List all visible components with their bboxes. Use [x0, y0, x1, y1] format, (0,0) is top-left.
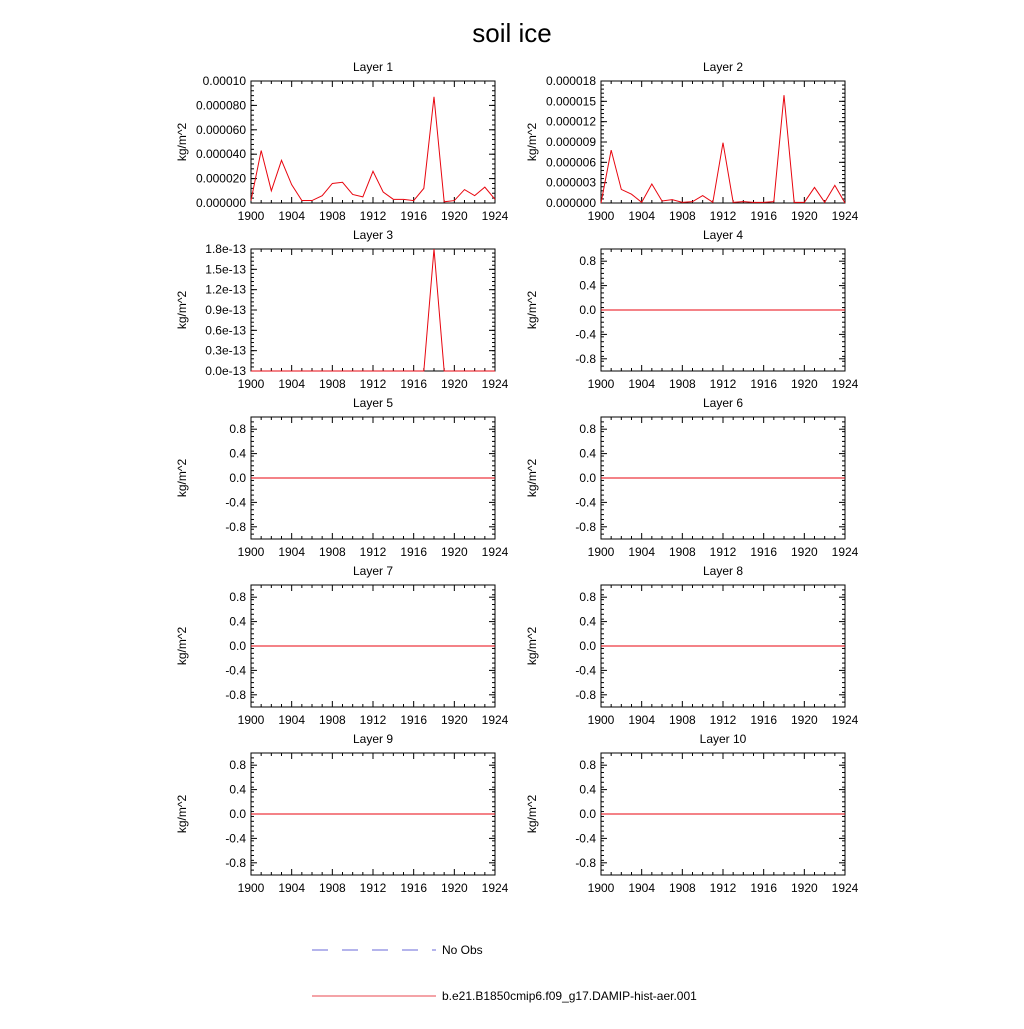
y-tick-label: 0.000006: [545, 155, 596, 170]
x-tick-label: 1908: [318, 209, 346, 223]
x-tick-label: 1904: [278, 377, 306, 391]
y-tick-label: 0.00010: [202, 74, 246, 88]
y-tick-label: 1.5e-13: [205, 262, 246, 277]
y-tick-label: -0.8: [575, 519, 596, 534]
x-tick-label: 1900: [587, 713, 615, 727]
y-tick-label: -0.4: [575, 663, 596, 678]
y-axis-label: kg/m^2: [175, 290, 189, 330]
y-tick-label: 0.000003: [545, 175, 596, 190]
x-tick-label: 1900: [237, 713, 265, 727]
x-tick-label: 1920: [790, 377, 818, 391]
x-tick-label: 1912: [359, 881, 387, 895]
legend: [312, 943, 697, 1003]
x-tick-label: 1924: [481, 545, 509, 559]
x-tick-label: 1900: [587, 377, 615, 391]
x-tick-label: 1916: [400, 545, 428, 559]
y-tick-label: -0.8: [575, 855, 596, 870]
y-tick-label: -0.4: [575, 327, 596, 342]
y-tick-label: 0.4: [229, 782, 246, 797]
panel-title: Layer 4: [702, 228, 744, 242]
x-tick-label: 1912: [359, 209, 387, 223]
x-tick-label: 1908: [668, 545, 696, 559]
y-tick-label: 0.3e-13: [205, 343, 246, 358]
panel-9: [175, 732, 509, 895]
x-tick-label: 1924: [481, 377, 509, 391]
y-tick-label: 1.8e-13: [205, 242, 246, 256]
y-tick-label: 0.0: [229, 471, 246, 485]
panel-title: Layer 8: [702, 564, 744, 578]
x-tick-label: 1900: [237, 209, 265, 223]
figure-title: soil ice: [472, 18, 552, 48]
x-tick-label: 1924: [481, 209, 509, 223]
y-tick-label: 0.8: [229, 758, 246, 773]
x-tick-label: 1924: [831, 545, 859, 559]
y-tick-label: 0.000020: [195, 171, 246, 186]
panel-title: Layer 7: [352, 564, 394, 578]
y-tick-label: 0.000009: [545, 135, 596, 149]
panel-title: Layer 5: [352, 396, 394, 410]
y-tick-label: 0.4: [579, 446, 596, 461]
y-tick-label: 0.4: [229, 614, 246, 629]
y-tick-label: -0.8: [225, 687, 246, 702]
series-line: [601, 95, 845, 203]
x-tick-label: 1904: [628, 209, 656, 223]
series-line: [251, 249, 495, 371]
y-tick-label: 0.8: [229, 590, 246, 605]
x-tick-label: 1912: [359, 713, 387, 727]
y-axis-label: kg/m^2: [175, 122, 189, 162]
panel-title: Layer 1: [352, 60, 394, 74]
x-tick-label: 1916: [400, 881, 428, 895]
x-tick-label: 1920: [790, 881, 818, 895]
x-tick-label: 1912: [359, 545, 387, 559]
legend-label-no-obs: No Obs: [442, 943, 483, 957]
panel-title: Layer 10: [699, 732, 747, 746]
panel-4: [525, 228, 859, 391]
x-tick-label: 1912: [359, 377, 387, 391]
y-tick-label: 0.4: [229, 446, 246, 461]
x-tick-label: 1904: [628, 545, 656, 559]
panel-6: [525, 396, 859, 559]
y-axis-label: kg/m^2: [525, 626, 539, 666]
x-tick-label: 1900: [587, 209, 615, 223]
y-axis-label: kg/m^2: [525, 290, 539, 330]
x-tick-label: 1908: [318, 713, 346, 727]
y-tick-label: -0.8: [225, 855, 246, 870]
y-tick-label: 0.000080: [195, 98, 246, 113]
x-tick-label: 1924: [831, 377, 859, 391]
y-tick-label: -0.4: [575, 495, 596, 510]
x-tick-label: 1916: [400, 377, 428, 391]
x-tick-label: 1916: [750, 881, 778, 895]
y-tick-label: 0.0: [579, 639, 596, 653]
x-tick-label: 1916: [750, 545, 778, 559]
plot-frame: [251, 81, 495, 203]
x-tick-label: 1920: [790, 545, 818, 559]
panel-5: [175, 396, 509, 559]
x-tick-label: 1904: [628, 881, 656, 895]
x-tick-label: 1920: [440, 713, 468, 727]
x-tick-label: 1900: [237, 881, 265, 895]
x-tick-label: 1912: [709, 545, 737, 559]
y-axis-label: kg/m^2: [525, 458, 539, 498]
x-tick-label: 1912: [709, 713, 737, 727]
y-tick-label: 0.000012: [545, 114, 596, 129]
y-tick-label: -0.8: [575, 351, 596, 366]
x-tick-label: 1920: [440, 209, 468, 223]
x-tick-label: 1916: [400, 713, 428, 727]
y-tick-label: 0.000000: [195, 196, 246, 210]
x-tick-label: 1916: [400, 209, 428, 223]
x-tick-label: 1908: [668, 713, 696, 727]
y-tick-label: 0.8: [579, 422, 596, 437]
y-tick-label: 0.000060: [195, 122, 246, 137]
y-tick-label: 0.4: [579, 614, 596, 629]
y-axis-label: kg/m^2: [175, 626, 189, 666]
panel-title: Layer 2: [702, 60, 744, 74]
x-tick-label: 1904: [628, 377, 656, 391]
y-tick-label: -0.8: [575, 687, 596, 702]
x-tick-label: 1904: [278, 209, 306, 223]
x-tick-label: 1904: [278, 881, 306, 895]
x-tick-label: 1916: [750, 377, 778, 391]
y-tick-label: -0.4: [225, 663, 246, 678]
panel-3: [175, 228, 509, 391]
plot-frame: [601, 81, 845, 203]
legend-label-model: b.e21.B1850cmip6.f09_g17.DAMIP-hist-aer.001: [442, 989, 697, 1003]
panel-8: [525, 564, 859, 727]
y-tick-label: 0.000015: [545, 94, 596, 109]
x-tick-label: 1912: [709, 881, 737, 895]
y-tick-label: 0.0: [579, 807, 596, 821]
x-tick-label: 1912: [709, 377, 737, 391]
y-tick-label: -0.4: [225, 831, 246, 846]
panel-7: [175, 564, 509, 727]
x-tick-label: 1924: [831, 209, 859, 223]
y-tick-label: 0.4: [579, 782, 596, 797]
x-tick-label: 1900: [237, 545, 265, 559]
y-tick-label: 0.0: [229, 639, 246, 653]
x-tick-label: 1912: [709, 209, 737, 223]
x-tick-label: 1900: [237, 377, 265, 391]
y-tick-label: 0.4: [579, 278, 596, 293]
panel-2: [525, 60, 859, 223]
x-tick-label: 1908: [668, 881, 696, 895]
y-tick-label: 0.000018: [545, 74, 596, 88]
y-tick-label: 0.6e-13: [205, 323, 246, 338]
y-tick-label: 0.8: [579, 758, 596, 773]
x-tick-label: 1908: [668, 377, 696, 391]
y-tick-label: 0.0e-13: [205, 364, 246, 378]
x-tick-label: 1908: [318, 377, 346, 391]
x-tick-label: 1920: [790, 209, 818, 223]
y-tick-label: 0.000040: [195, 147, 246, 162]
x-tick-label: 1908: [668, 209, 696, 223]
y-tick-label: 0.000000: [545, 196, 596, 210]
plot-frame: [251, 249, 495, 371]
x-tick-label: 1924: [831, 713, 859, 727]
y-axis-label: kg/m^2: [175, 458, 189, 498]
x-tick-label: 1904: [278, 713, 306, 727]
y-tick-label: -0.4: [225, 495, 246, 510]
x-tick-label: 1908: [318, 545, 346, 559]
x-tick-label: 1924: [481, 713, 509, 727]
x-tick-label: 1916: [750, 209, 778, 223]
x-tick-label: 1916: [750, 713, 778, 727]
y-tick-label: 0.0: [579, 303, 596, 317]
x-tick-label: 1904: [278, 545, 306, 559]
y-tick-label: 1.2e-13: [205, 282, 246, 297]
y-tick-label: 0.8: [579, 254, 596, 269]
series-line: [251, 97, 495, 202]
y-tick-label: -0.4: [575, 831, 596, 846]
y-tick-label: 0.0: [579, 471, 596, 485]
y-axis-label: kg/m^2: [525, 794, 539, 834]
x-tick-label: 1920: [440, 881, 468, 895]
y-tick-label: -0.8: [225, 519, 246, 534]
y-tick-label: 0.9e-13: [205, 303, 246, 317]
x-tick-label: 1920: [440, 377, 468, 391]
y-tick-label: 0.0: [229, 807, 246, 821]
panel-1: [175, 60, 509, 223]
x-tick-label: 1900: [587, 545, 615, 559]
y-axis-label: kg/m^2: [525, 122, 539, 162]
panel-title: Layer 9: [352, 732, 394, 746]
y-tick-label: 0.8: [229, 422, 246, 437]
y-axis-label: kg/m^2: [175, 794, 189, 834]
panel-10: [525, 732, 859, 895]
x-tick-label: 1904: [628, 713, 656, 727]
x-tick-label: 1924: [831, 881, 859, 895]
x-tick-label: 1900: [587, 881, 615, 895]
x-tick-label: 1920: [440, 545, 468, 559]
panel-title: Layer 3: [352, 228, 394, 242]
panel-title: Layer 6: [702, 396, 744, 410]
panels: [175, 60, 859, 895]
x-tick-label: 1924: [481, 881, 509, 895]
x-tick-label: 1908: [318, 881, 346, 895]
x-tick-label: 1920: [790, 713, 818, 727]
y-tick-label: 0.8: [579, 590, 596, 605]
